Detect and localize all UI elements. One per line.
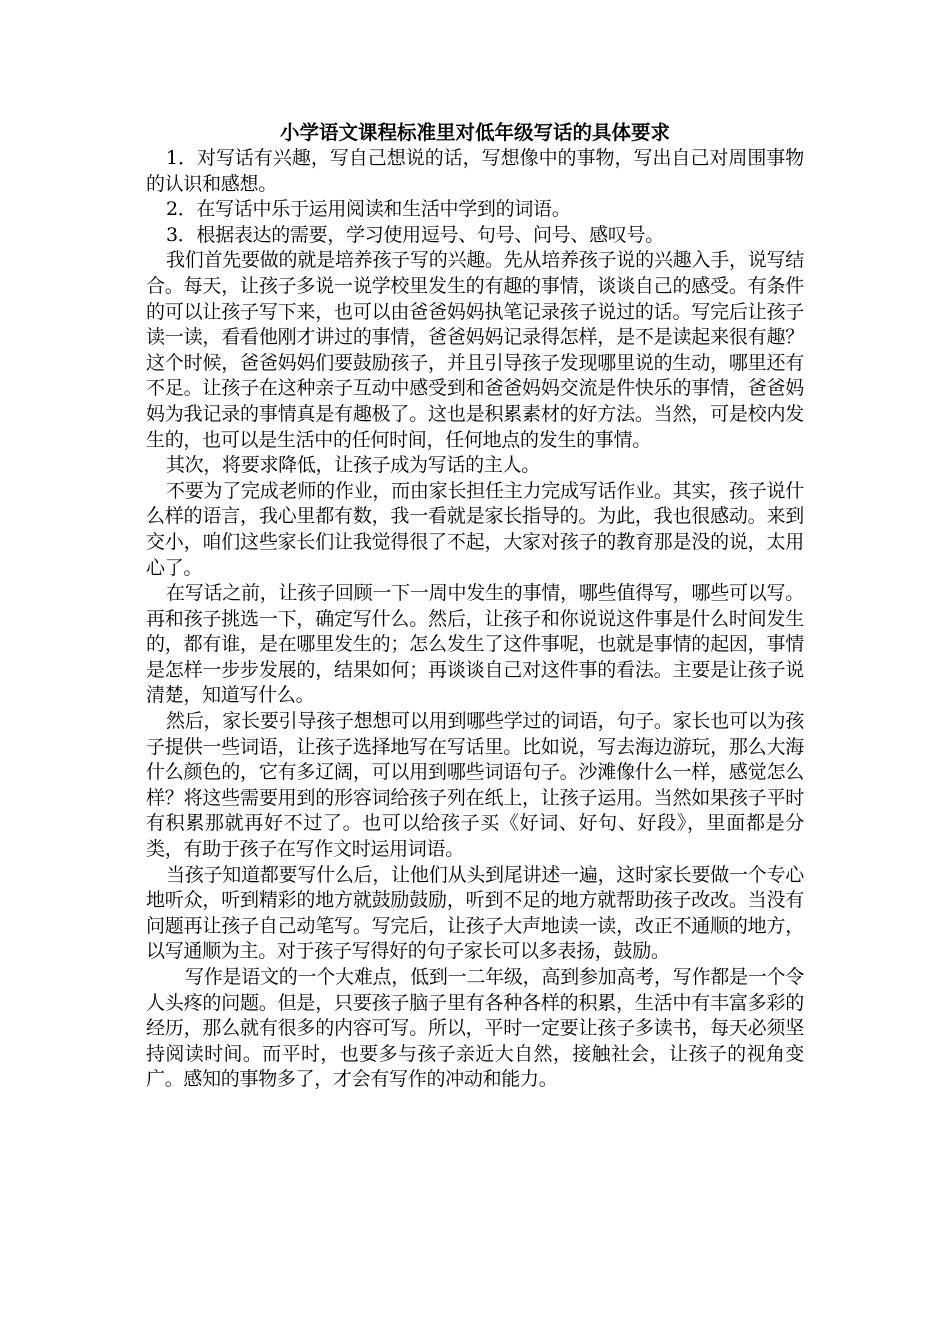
requirement-item-1: 1．对写话有兴趣，写自己想说的话，写想像中的事物，写出自己对周围事物的认识和感想。: [146, 147, 804, 195]
body-paragraph: 其次，将要求降低，让孩子成为写话的主人。: [165, 454, 540, 477]
document-title: 小学语文课程标准里对低年级写话的具体要求: [279, 121, 670, 144]
body-paragraph: 不要为了完成老师的作业，而由家长担任主力完成写话作业。其实，孩子说什么样的语言，我心里都有数，我一看就是家长指导的。为此，我也很感动。来到交小，咱们这些家长们让我觉得很了不起，大家对孩子的教育那是没的说，太用心了。: [146, 479, 804, 579]
body-paragraph: 当孩子知道都要写什么后，让他们从头到尾讲述一遍，这时家长要做一个专心地听众，听到精彩的地方就鼓励鼓励，听到不足的地方就帮助孩子改改。当没有问题再让孩子自己动笔写。写完后，让孩子大声地读一读，改正不通顺的地方，以写通顺为主。对于孩子写得好的句子家长可以多表扬，鼓励。: [146, 863, 804, 963]
requirement-item-2: 2．在写话中乐于运用阅读和生活中学到的词语。: [165, 198, 571, 221]
body-paragraph: 我们首先要做的就是培养孩子写的兴趣。先从培养孩子说的兴趣入手，说写结合。每天，让孩子多说一说学校里发生的有趣的事情，谈谈自己的感受。有条件的可以让孩子写下来，也可以由爸爸妈妈执笔记录孩子说过的话。写完后让孩子读一读，看看他刚才讲过的事情，爸爸妈妈记录得怎样，是不是读起来很有趣？这个时候，爸爸妈妈们要鼓励孩子，并且引导孩子发现哪里说的生动，哪里还有不足。让孩子在这种亲子互动中感受到和爸爸妈妈交流是件快乐的事情，爸爸妈妈为我记录的事情真是有趣极了。这也是积累素材的好方法。当然，可是校内发生的，也可以是生活中的任何时间，任何地点的发生的事情。: [146, 249, 804, 451]
body-paragraph: 然后，家长要引导孩子想想可以用到哪些学过的词语，句子。家长也可以为孩子提供一些词语，让孩子选择地写在写话里。比如说，写去海边游玩，那么大海什么颜色的，它有多辽阔，可以用到哪些词语句子。沙滩像什么一样，感觉怎么样？将这些需要用到的形容词给孩子列在纸上，让孩子运用。当然如果孩子平时有积累那就再好不过了。也可以给孩子买《好词、好句、好段》，里面都是分类，有助于孩子在写作文时运用词语。: [146, 710, 804, 861]
document-page: [146, 120, 804, 1093]
requirement-item-3: 3．根据表达的需要，学习使用逗号、句号、问号、感叹号。: [165, 223, 664, 246]
body-paragraph: 在写话之前，让孩子回顾一下一周中发生的事情，哪些值得写，哪些可以写。再和孩子挑选一下，确定写什么。然后，让孩子和你说说这件事是什么时间发生的，都有谁，是在哪里发生的；怎么发生了这件事呢，也就是事情的起因，事情是怎样一步步发展的，结果如何；再谈谈自己对这件事的看法。主要是让孩子说清楚，知道写什么。: [146, 582, 804, 707]
body-paragraph: 写作是语文的一个大难点，低到一二年级，高到参加高考，写作都是一个令人头疼的问题。但是，只要孩子脑子里有各种各样的积累，生活中有丰富多彩的经历，那么就有很多的内容可写。所以，平时一定要让孩子多读书，每天必须坚持阅读时间。而平时，也要多与孩子亲近大自然，接触社会，让孩子的视角变广。感知的事物多了，才会有写作的冲动和能力。: [146, 966, 804, 1091]
